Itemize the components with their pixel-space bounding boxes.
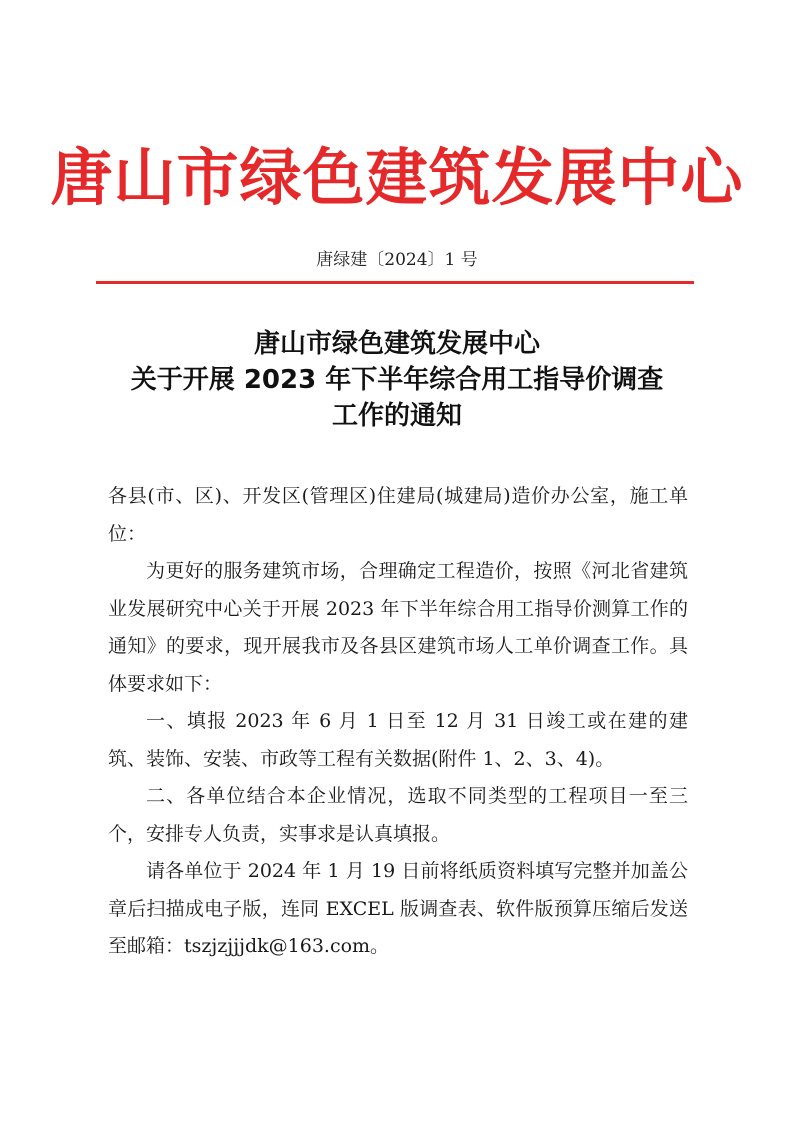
red-divider-line xyxy=(96,281,694,284)
paragraph-requirement-2: 二、各单位结合本企业情况，选取不同类型的工程项目一至三个，安排专人负责，实事求是认真填报。 xyxy=(108,785,688,845)
paragraph-submission: 请各单位于 2024 年 1 月 19 日前将纸质资料填写完整并加盖公章后扫描成电子版，连同 EXCEL 版调查表、软件版预算压缩后发送至邮箱：tszjzjjjdk@163.com。 xyxy=(108,860,688,957)
paragraph-requirement-1: 一、填报 2023 年 6 月 1 日至 12 月 31 日竣工或在建的建筑、装饰、安装、市政等工程有关数据(附件 1、2、3、4)。 xyxy=(108,710,688,770)
document-title xyxy=(0,326,794,434)
title-line-2: 关于开展 2023 年下半年综合用工指导价调查 xyxy=(130,365,664,395)
document-number: 唐绿建〔2024〕1 号 xyxy=(316,250,478,270)
title-line-1: 唐山市绿色建筑发展中心 xyxy=(253,329,540,359)
paragraph-intro: 为更好的服务建筑市场，合理确定工程造价，按照《河北省建筑业发展研究中心关于开展 2023 年下半年综合用工指导价测算工作的通知》的要求，现开展我市及各县区建筑市场人工单价调查工作。具体要求如下： xyxy=(108,560,688,695)
salutation: 各县(市、区)、开发区(管理区)住建局(城建局)造价办公室，施工单位： xyxy=(108,485,688,545)
title-line-3: 工作的通知 xyxy=(331,401,462,431)
document-body xyxy=(108,478,688,966)
organization-header: 唐山市绿色建筑发展中心 xyxy=(50,141,744,214)
